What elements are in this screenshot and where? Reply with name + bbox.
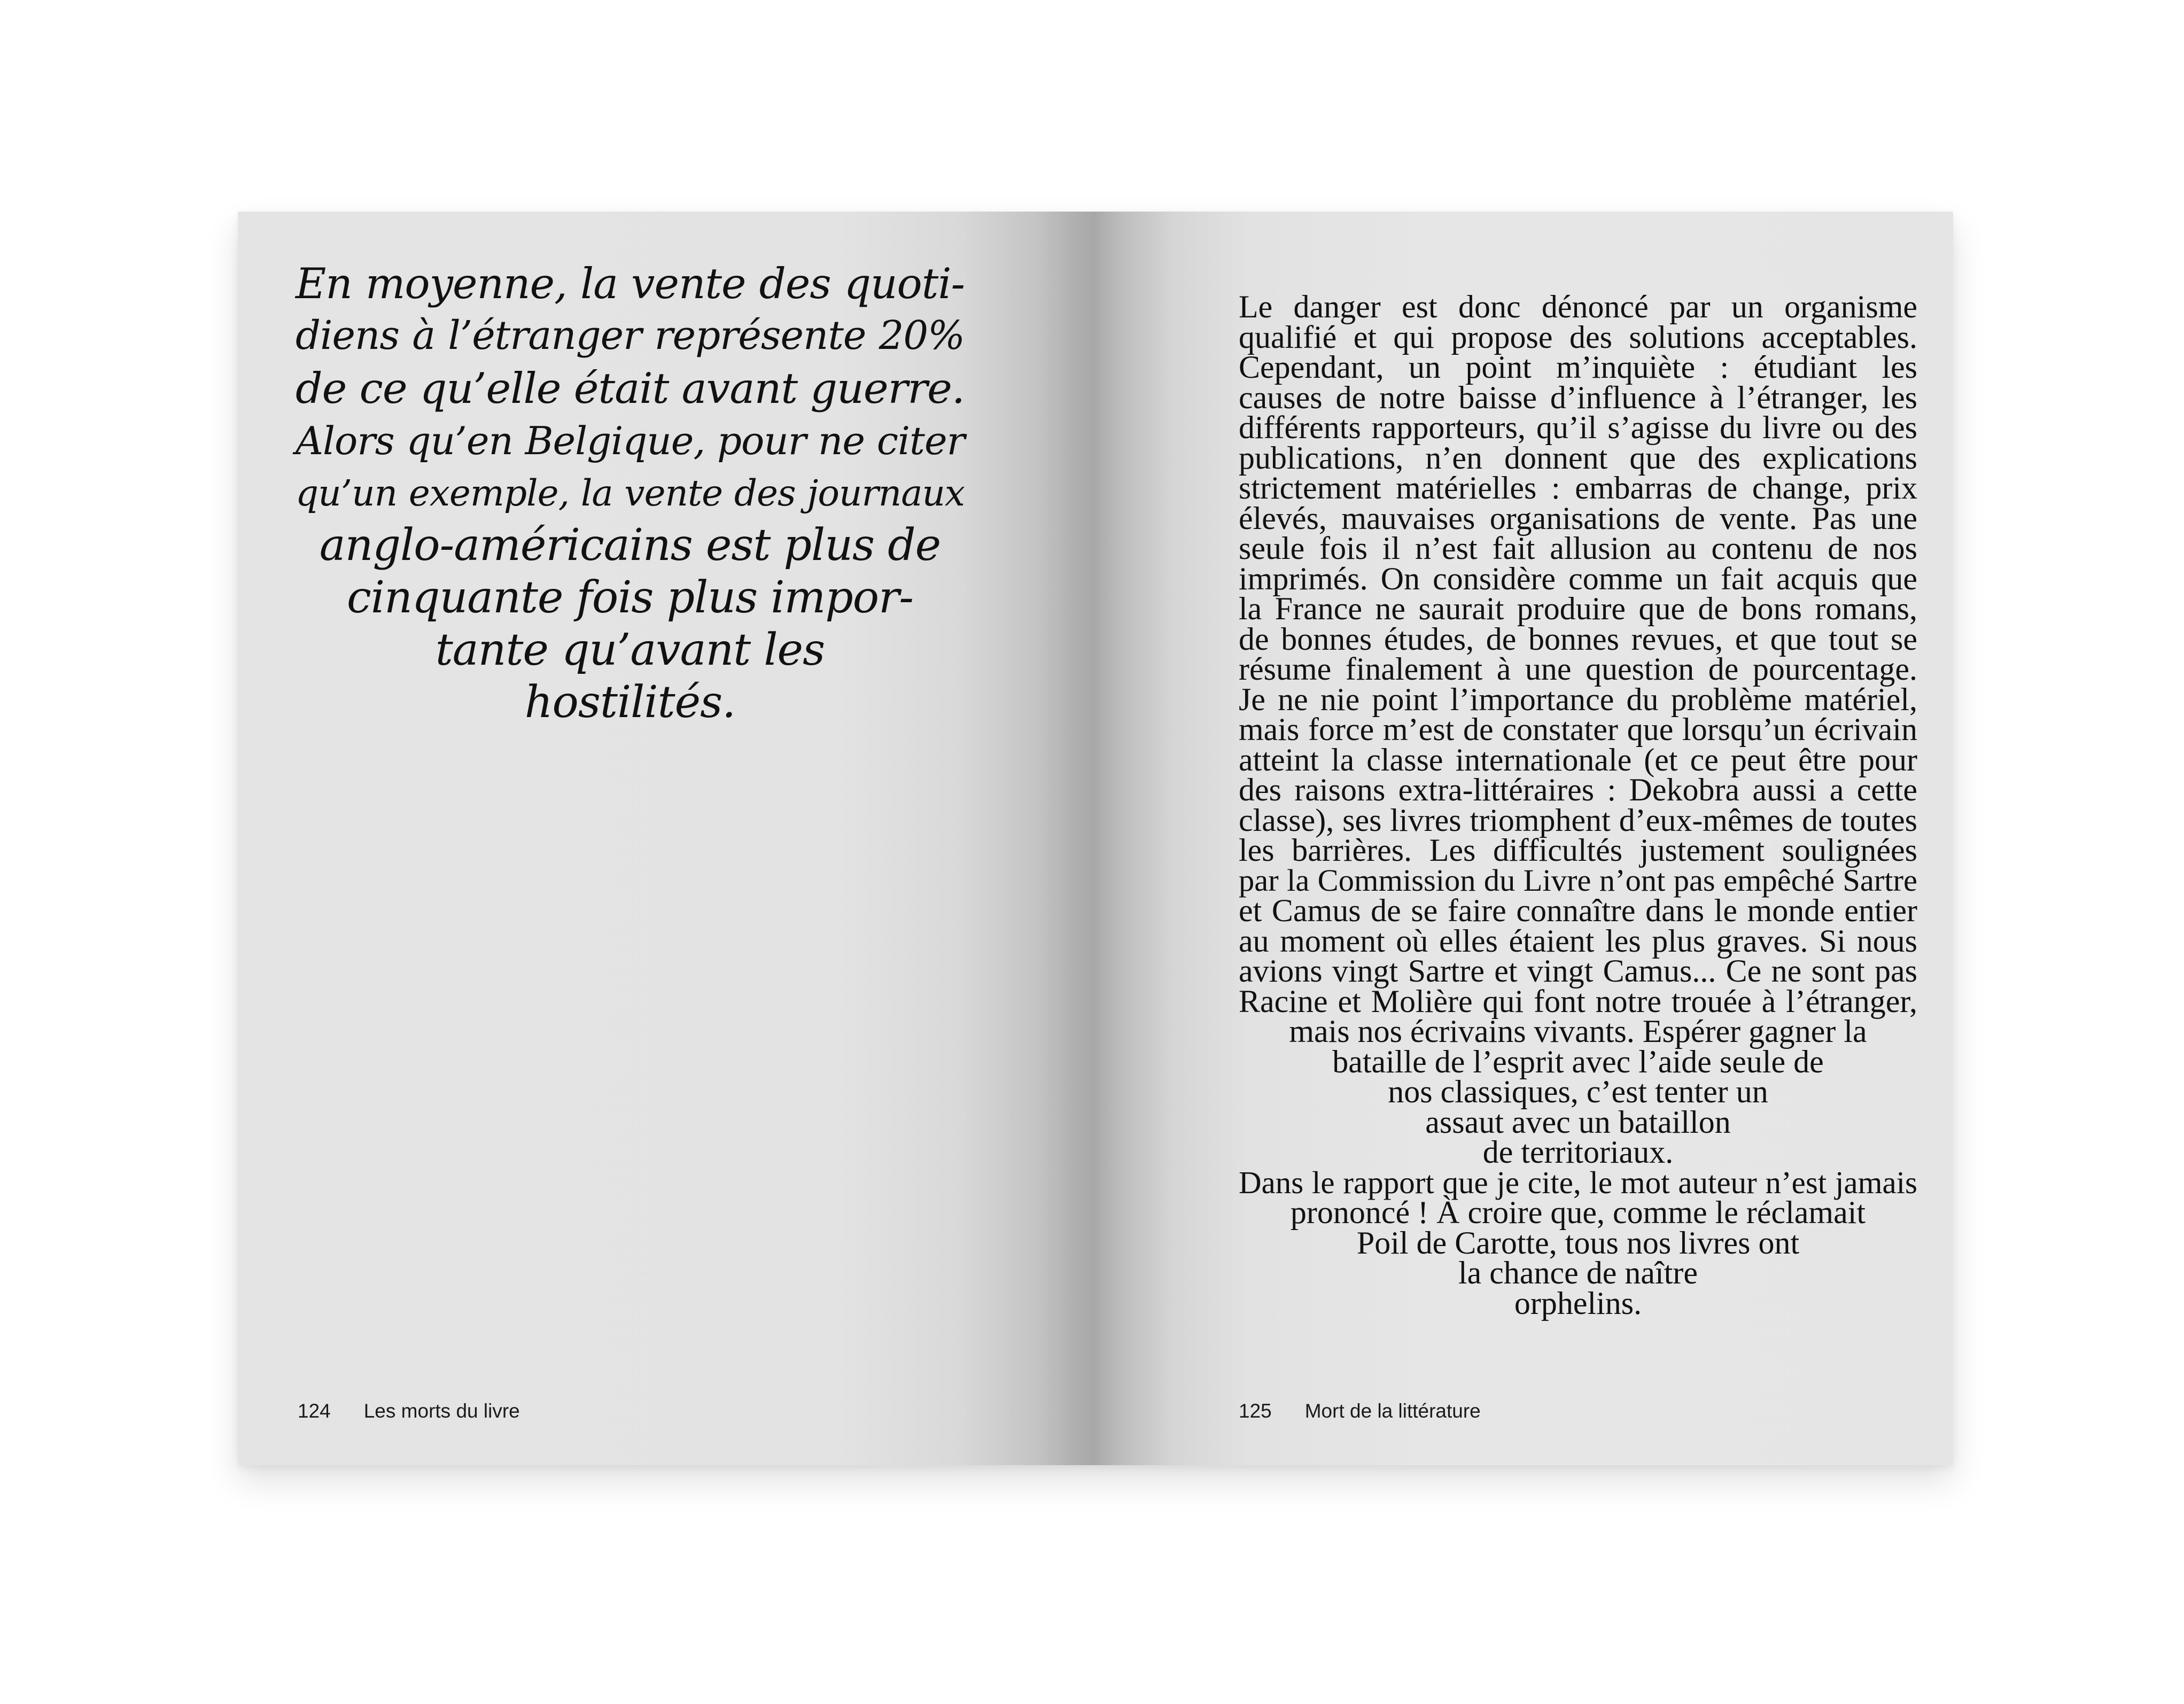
quote-line: hostilités.	[524, 677, 736, 728]
page-number: 124	[298, 1400, 331, 1422]
running-title: Mort de la littérature	[1304, 1400, 1481, 1422]
quote-line: tante qu’avant les	[435, 625, 825, 675]
text-line: par la Commission du Livre n’ont pas empêché Sartre	[1239, 862, 1917, 898]
text-line: seule fois il n’est fait allusion au contenu de nos	[1239, 531, 1917, 566]
left-page	[238, 212, 1095, 1465]
text-line: mais nos écrivains vivants. Espérer gagner la	[1289, 1014, 1867, 1049]
text-line: mais force m’est de constater que lorsqu’un écrivain	[1239, 712, 1917, 747]
text-line: la chance de naître	[1458, 1255, 1698, 1290]
text-line: résume finalement à une question de pourcentage.	[1239, 651, 1917, 687]
quote-line: qu’un exemple, la vente des journaux	[296, 472, 965, 514]
text-line: bataille de l’esprit avec l’aide seule de	[1332, 1044, 1824, 1079]
text-line: imprimés. On considère comme un fait acquis que	[1239, 561, 1917, 596]
quote-line: cinquante fois plus impor-	[346, 572, 914, 623]
pull-quote	[296, 258, 965, 729]
text-line: la France ne saurait produire que de bons romans,	[1239, 591, 1917, 626]
text-line: élevés, mauvaises organisations de vente. Pas une	[1239, 500, 1917, 536]
right-page	[1095, 212, 1953, 1465]
text-line: atteint la classe internationale (et ce peut être pour	[1239, 742, 1917, 777]
quote-line: de ce qu’elle était avant guerre.	[296, 364, 965, 413]
text-line: classe), ses livres triomphent d’eux-mêmes de toutes	[1239, 802, 1917, 838]
page-number: 125	[1239, 1400, 1272, 1422]
text-line: nos classiques, c’est tenter un	[1388, 1074, 1768, 1109]
left-folio	[298, 1399, 520, 1423]
text-line: avions vingt Sartre et vingt Camus... Ce ne sont pas	[1239, 953, 1917, 989]
quote-line: En moyenne, la vente des quoti-	[296, 259, 965, 308]
text-line: strictement matérielles : embarras de change, prix	[1239, 470, 1917, 505]
quote-line: Alors qu’en Belgique, pour ne citer	[296, 418, 965, 463]
text-line: et Camus de se faire connaître dans le monde entier	[1239, 893, 1917, 928]
book-spread	[238, 212, 1953, 1465]
text-line: différents rapporteurs, qu’il s’agisse du livre ou des	[1239, 410, 1917, 445]
text-line: de bonnes études, de bonnes revues, et que tout se	[1239, 621, 1917, 657]
text-line: publications, n’en donnent que des explications	[1239, 440, 1917, 476]
text-line: Cependant, un point m’inquiète : étudiant les	[1239, 349, 1917, 385]
text-line: Le danger est donc dénoncé par un organisme	[1239, 289, 1917, 324]
text-line: qualifié et qui propose des solutions acceptables.	[1239, 319, 1917, 355]
text-line: au moment où elles étaient les plus graves. Si nous	[1239, 923, 1917, 959]
text-line: des raisons extra-littéraires : Dekobra aussi a cette	[1239, 772, 1917, 807]
text-line: les barrières. Les difficultés justement soulignées	[1239, 832, 1917, 868]
text-line: causes de notre baisse d’influence à l’étranger, les	[1239, 379, 1917, 415]
quote-line: diens à l’étranger représente 20%	[296, 313, 965, 359]
text-line: Poil de Carotte, tous nos livres ont	[1356, 1225, 1800, 1261]
running-title: Les morts du livre	[363, 1400, 520, 1422]
text-line: de territoriaux.	[1482, 1134, 1674, 1170]
quote-line: anglo-américains est plus de	[319, 520, 941, 571]
text-line: orphelins.	[1514, 1285, 1642, 1321]
text-line: Dans le rapport que je cite, le mot auteur n’est jamais	[1239, 1164, 1917, 1200]
body-text	[1239, 289, 1917, 1321]
text-line: Je ne nie point l’importance du problème matériel,	[1239, 681, 1917, 717]
right-folio	[1239, 1399, 1481, 1423]
text-line: Racine et Molière qui font notre trouée à l’étranger,	[1239, 983, 1917, 1019]
text-line: prononcé ! À croire que, comme le réclamait	[1290, 1195, 1866, 1230]
text-line: assaut avec un bataillon	[1425, 1104, 1731, 1140]
